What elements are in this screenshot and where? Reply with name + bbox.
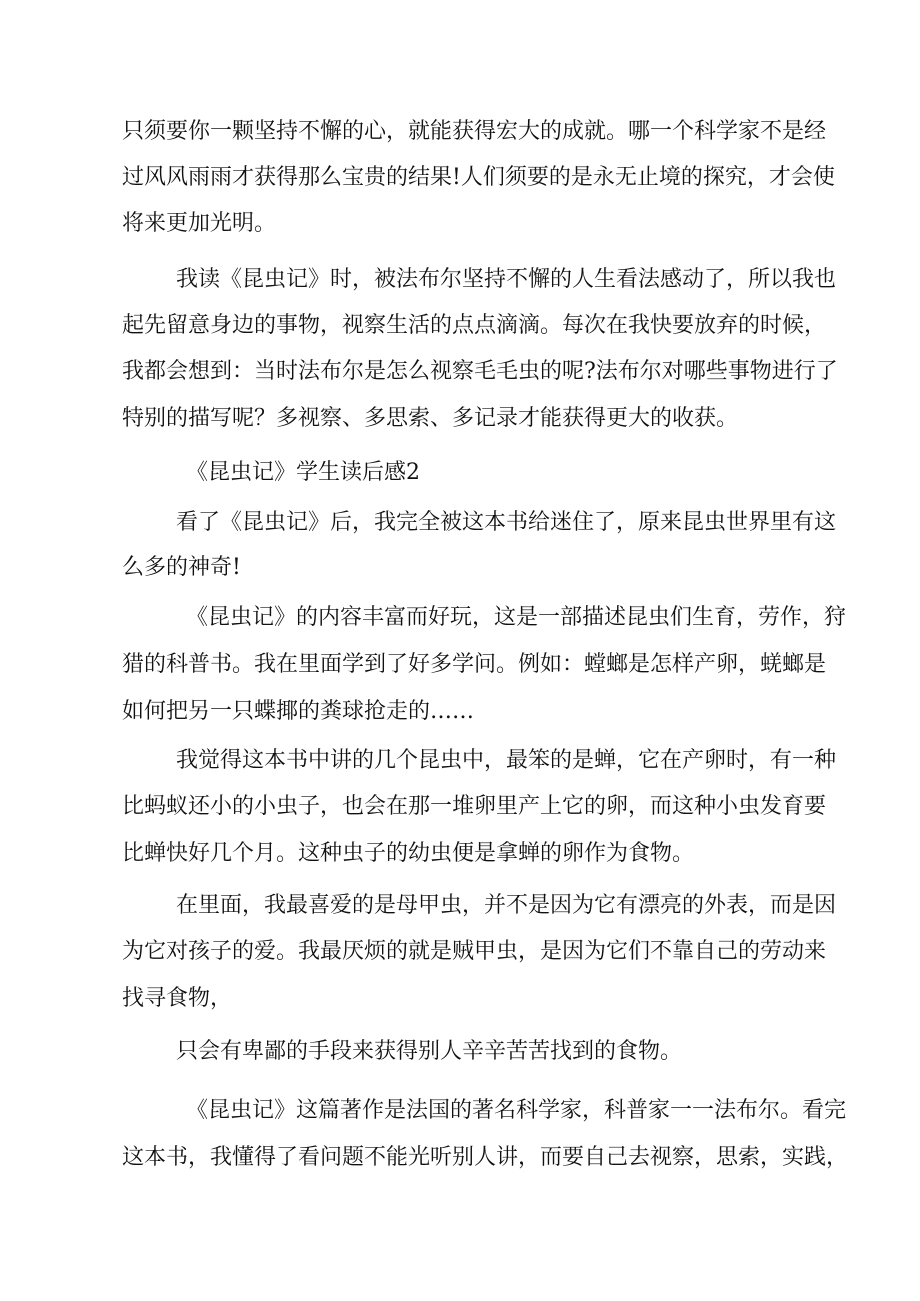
text-line: 只会有卑鄙的手段来获得别人辛辛苦苦找到的食物。 [176,1039,683,1064]
text-line: 特别的描写呢？多视察、多思索、多记录才能获得更大的收获。 [122,406,739,431]
text-line: 我都会想到：当时法布尔是怎么视察毛毛虫的呢?法布尔对哪些事物进行了 [122,359,838,384]
text-line: 将来更加光明。 [122,211,277,236]
text-line: 起先留意身边的事物，视察生活的点点滴滴。每次在我快要放弃的时候， [122,313,827,338]
text-line: 看了《昆虫记》后，我完全被这本书给迷住了，原来昆虫世界里有这 [176,510,837,535]
text-line: 比蝉快好几个月。这种虫子的幼虫便是拿蝉的卵作为食物。 [122,841,695,866]
text-line: 我觉得这本书中讲的几个昆虫中，最笨的是蝉，它在产卵时，有一种 [176,748,837,773]
text-line: 为它对孩子的爱。我最厌烦的就是贼甲虫，是因为它们不靠自己的劳动来 [122,939,827,964]
section-title: 《昆虫记》学生读后感2 [186,460,420,485]
text-line: 我读《昆虫记》时，被法布尔坚持不懈的人生看法感动了，所以我也 [176,267,837,292]
text-line: 《昆虫记》的内容丰富而好玩，这是一部描述昆虫们生育，劳作，狩 [186,605,847,630]
text-line: 么多的神奇! [122,555,241,580]
text-line: 找寻食物， [122,986,233,1011]
text-line: 这本书，我懂得了看问题不能光听别人讲，而要自己去视察，思索，实践， [122,1145,849,1170]
text-line: 比蚂蚁还小的小虫子，也会在那一堆卵里产上它的卵，而这种小虫发育要 [122,794,827,819]
text-line: 猎的科普书。我在里面学到了好多学问。例如：螳螂是怎样产卵，蜣螂是 [122,652,827,677]
text-line: 只须要你一颗坚持不懈的心，就能获得宏大的成就。哪一个科学家不是经 [122,119,827,144]
text-line: 《昆虫记》这篇著作是法国的著名科学家，科普家一一法布尔。看完 [186,1098,847,1123]
text-line: 如何把另一只蝶揶的粪球抢走的…… [122,699,475,724]
text-line: 在里面，我最喜爱的是母甲虫，并不是因为它有漂亮的外表，而是因 [176,893,837,918]
text-line: 过风风雨雨才获得那么宝贵的结果!人们须要的是永无止境的探究，才会使 [122,165,835,190]
